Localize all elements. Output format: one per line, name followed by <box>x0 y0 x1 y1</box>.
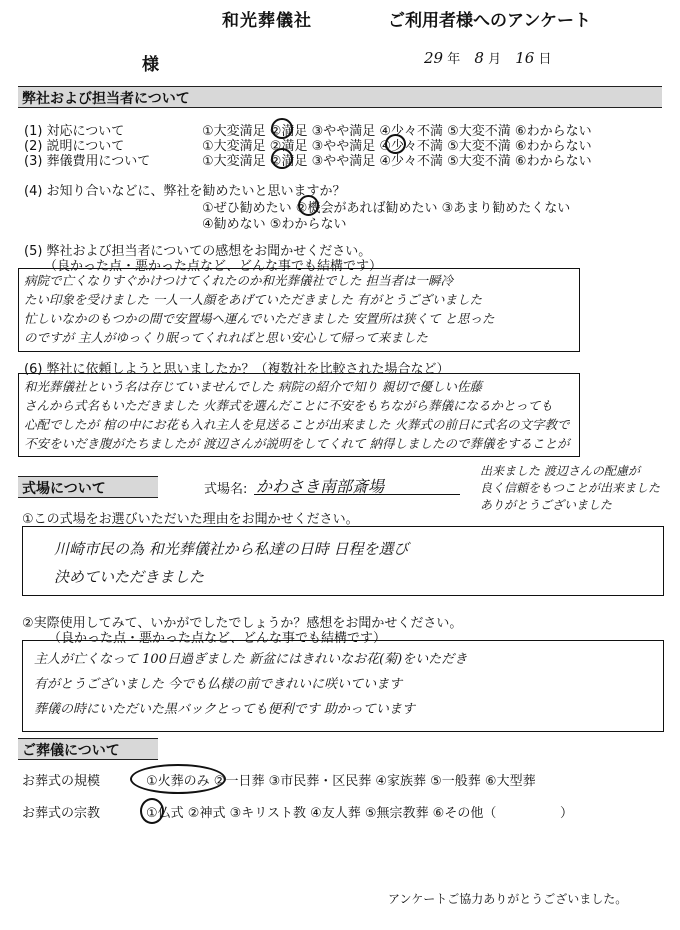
q4-options-row2: ④勧めない ⑤わからない <box>202 217 347 232</box>
venue-underline <box>254 494 460 495</box>
date-year: 29 <box>424 49 444 67</box>
answer-circle-q1 <box>271 118 293 139</box>
q5-sublabel: （良かった点・悪かった点など、どんな事でも結構です） <box>44 259 383 274</box>
section-heading: ご葬儀について <box>22 743 120 759</box>
venue-q1-label: ①この式場をお選びいただいた理由をお聞かせください。 <box>22 512 359 527</box>
date-month: 8 <box>474 49 484 67</box>
funeral-religion-close: ） <box>560 806 574 821</box>
q6-answer-line: さんから式名もいただきました 火葬式を選んだことに不安をもちながら葬儀になるかとっても <box>24 398 553 413</box>
q5-answer-line: たい印象を受けました 一人一人顔をあげていただきました 有がとうございました <box>24 292 482 307</box>
venue-name: かわさき南部斎場 <box>256 477 385 496</box>
q6-overflow-line: 出来ました 渡辺さんの配慮が <box>480 464 640 478</box>
venue-q1-answer-line: 決めていただきました <box>54 568 205 586</box>
q3-label: (3) 葬儀費用について <box>24 154 151 169</box>
q3-options: ①大変満足 ②満足 ③やや満足 ④少々不満 ⑤大変不満 ⑥わからない <box>202 154 592 169</box>
q6-overflow-line: 良く信頼をもつことが出来ました <box>480 481 661 495</box>
q5-answer-line: のですが 主人がゆっくり眠ってくれればと思い安心して帰って来ました <box>24 330 428 345</box>
q2-options: ①大変満足 ②満足 ③やや満足 ④少々不満 ⑤大変不満 ⑥わからない <box>202 139 592 154</box>
survey-title: ご利用者様へのアンケート <box>388 11 591 31</box>
answer-circle-q2 <box>385 134 406 154</box>
answer-circle-scale <box>130 764 226 794</box>
funeral-religion-options: ①仏式 ②神式 ③キリスト教 ④友人葬 ⑤無宗教葬 ⑥その他（ <box>146 806 497 821</box>
survey-date <box>424 48 551 67</box>
q5-answer-line: 病院で亡くなりすぐかけつけてくれたのか和光葬儀社でした 担当者は一瞬冷 <box>24 273 453 288</box>
venue-q2-label: ②実際使用してみて、いかがでしたでしょうか？感想をお聞かせください。 <box>22 616 463 631</box>
q1-label: (1) 対応について <box>24 124 125 139</box>
section-company-staff <box>18 86 662 108</box>
date-year-unit: 年 <box>447 52 461 67</box>
venue-q2-sublabel: （良かった点・悪かった点など、どんな事でも結構です） <box>48 631 387 646</box>
section-funeral <box>18 738 158 760</box>
q4-options-row1: ①ぜひ勧めたい ②機会があれば勧めたい ③あまり勧めたくない <box>202 201 571 216</box>
answer-circle-religion <box>140 798 164 824</box>
date-month-unit: 月 <box>488 52 502 67</box>
funeral-religion-label: お葬式の宗教 <box>22 806 101 821</box>
thanks-message: アンケートご協力ありがとうございました。 <box>388 892 628 906</box>
venue-q2-answer-line: 有がとうございました 今でも仏様の前できれいに咲いています <box>34 677 403 692</box>
company-name: 和光葬儀社 <box>222 11 312 31</box>
section-heading: 弊社および担当者について <box>22 91 190 107</box>
recipient-honorific: 様 <box>142 55 159 75</box>
q1-options: ①大変満足 ②満足 ③やや満足 ④少々不満 ⑤大変不満 ⑥わからない <box>202 124 592 139</box>
section-heading: 式場について <box>22 481 106 497</box>
q5-label: (5) 弊社および担当者についての感想をお聞かせください。 <box>24 244 372 259</box>
q6-answer-line: 心配でしたが 棺の中にお花も入れ主人を見送ることが出来ました 火葬式の前日に式名の文字教で <box>24 417 570 432</box>
date-day: 16 <box>515 49 535 67</box>
q2-label: (2) 説明について <box>24 139 125 154</box>
answer-circle-q3 <box>271 148 293 169</box>
q6-overflow-line: ありがとうございました <box>480 498 613 512</box>
venue-q2-answer-line: 葬儀の時にいただいた黒バックとっても便利です 助かっています <box>34 702 415 717</box>
q4-label: (4) お知り合いなどに、弊社を勧めたいと思いますか？ <box>24 184 346 199</box>
section-venue <box>18 476 158 498</box>
date-day-unit: 日 <box>538 52 552 67</box>
q6-answer-line: 不安をいだき腹がたちましたが 渡辺さんが説明をしてくれて 納得しましたので葬儀をすることが <box>24 436 570 451</box>
answer-circle-q4 <box>298 195 319 216</box>
venue-label: 式場名: <box>204 482 248 497</box>
venue-q2-answer-line: 主人が亡くなって 100日過ぎました 新盆にはきれいなお花(菊)をいただき <box>34 652 468 667</box>
funeral-scale-options: ①火葬のみ ②一日葬 ③市民葬・区民葬 ④家族葬 ⑤一般葬 ⑥大型葬 <box>146 774 536 789</box>
q6-answer-line: 和光葬儀社という名は存じていませんでした 病院の紹介で知り 親切で優しい佐藤 <box>24 379 482 394</box>
funeral-scale-label: お葬式の規模 <box>22 774 101 789</box>
q5-answer-line: 忙しいなかのもつかの間で安置場へ運んでいただきました 安置所は狭くて と思った <box>24 311 495 326</box>
q6-label: (6) 弊社に依頼しようと思いましたか？（複数社を比較された場合など） <box>24 362 450 377</box>
venue-q1-answer-line: 川崎市民の為 和光葬儀社から私達の日時 日程を選び <box>54 540 409 558</box>
